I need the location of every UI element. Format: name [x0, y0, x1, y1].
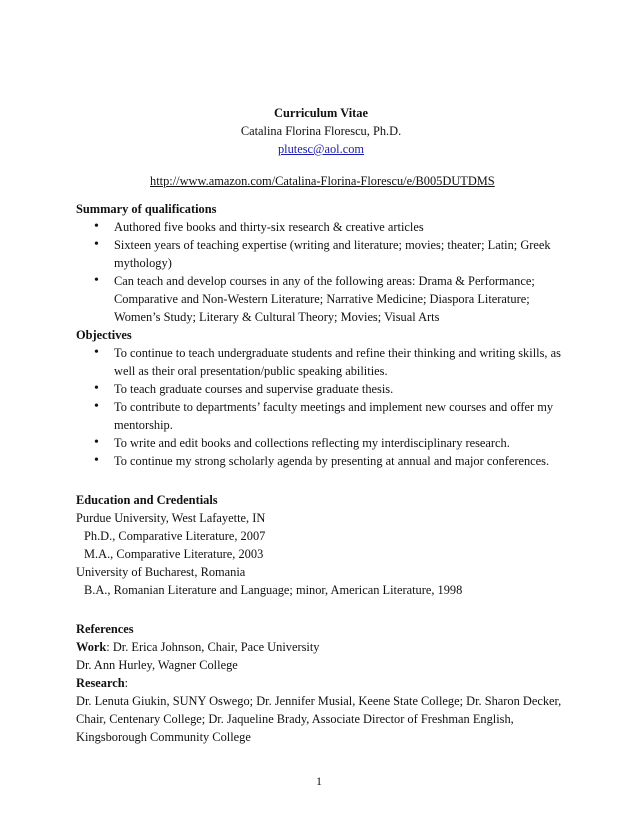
summary-heading: Summary of qualifications [76, 202, 217, 216]
work-reference-text: : Dr. Erica Johnson, Chair, Pace University [106, 640, 320, 654]
summary-list [76, 218, 566, 326]
list-item: • Can teach and develop courses in any of the following areas: Drama & Performance; Comparative and Non-Western Literature; Narrative Medicine; Diaspora Literature; Women’s Study; Literary & Cultural Theory; Movies; Visual Arts [76, 272, 566, 326]
page-number: 1 [316, 774, 322, 788]
research-references: Dr. Lenuta Giukin, SUNY Oswego; Dr. Jennifer Musial, Keene State College; Dr. Sharon Decker, Chair, Centenary College; Dr. Jaqueline Brady, Associate Director of Freshman English, Kingsborough Community College [76, 694, 562, 744]
amazon-author-link[interactable]: http://www.amazon.com/Catalina-Florina-Florescu/e/B005DUTDMS [150, 174, 495, 188]
research-colon: : [124, 676, 129, 690]
objectives-list [76, 344, 566, 470]
list-item: • To continue to teach undergraduate students and refine their thinking and writing skills, as well as their oral presentation/public speaking abilities. [76, 344, 566, 380]
work-reference-line: Dr. Ann Hurley, Wagner College [76, 658, 238, 672]
author-name: Catalina Florina Florescu, Ph.D. [240, 124, 402, 138]
education-line: B.A., Romanian Literature and Language; minor, American Literature, 1998 [84, 583, 463, 597]
research-heading-line [76, 674, 566, 692]
objectives-heading: Objectives [76, 328, 132, 342]
education-line: Purdue University, West Lafayette, IN [76, 511, 266, 525]
education-heading: Education and Credentials [76, 493, 218, 507]
work-label: Work [76, 640, 107, 654]
list-item: • Authored five books and thirty-six research & creative articles [76, 218, 566, 236]
list-item: • To continue my strong scholarly agenda by presenting at annual and major conferences. [76, 452, 566, 470]
education-line: Ph.D., Comparative Literature, 2007 [84, 529, 266, 543]
list-item: • To contribute to departments’ faculty meetings and implement new courses and offer my mentorship. [76, 398, 566, 434]
list-item: • To write and edit books and collections reflecting my interdisciplinary research. [76, 434, 566, 452]
education-line: University of Bucharest, Romania [76, 565, 246, 579]
email-link[interactable]: plutesc@aol.com [277, 142, 365, 156]
list-item: • Sixteen years of teaching expertise (writing and literature; movies; theater; Latin; Greek mythology) [76, 236, 566, 272]
references-heading: References [76, 622, 134, 636]
document-title: Curriculum Vitae [274, 106, 368, 120]
list-item: • To teach graduate courses and supervise graduate thesis. [76, 380, 566, 398]
work-references [76, 638, 566, 656]
research-label: Research [76, 676, 125, 690]
cv-page [76, 104, 566, 746]
education-line: M.A., Comparative Literature, 2003 [84, 547, 264, 561]
